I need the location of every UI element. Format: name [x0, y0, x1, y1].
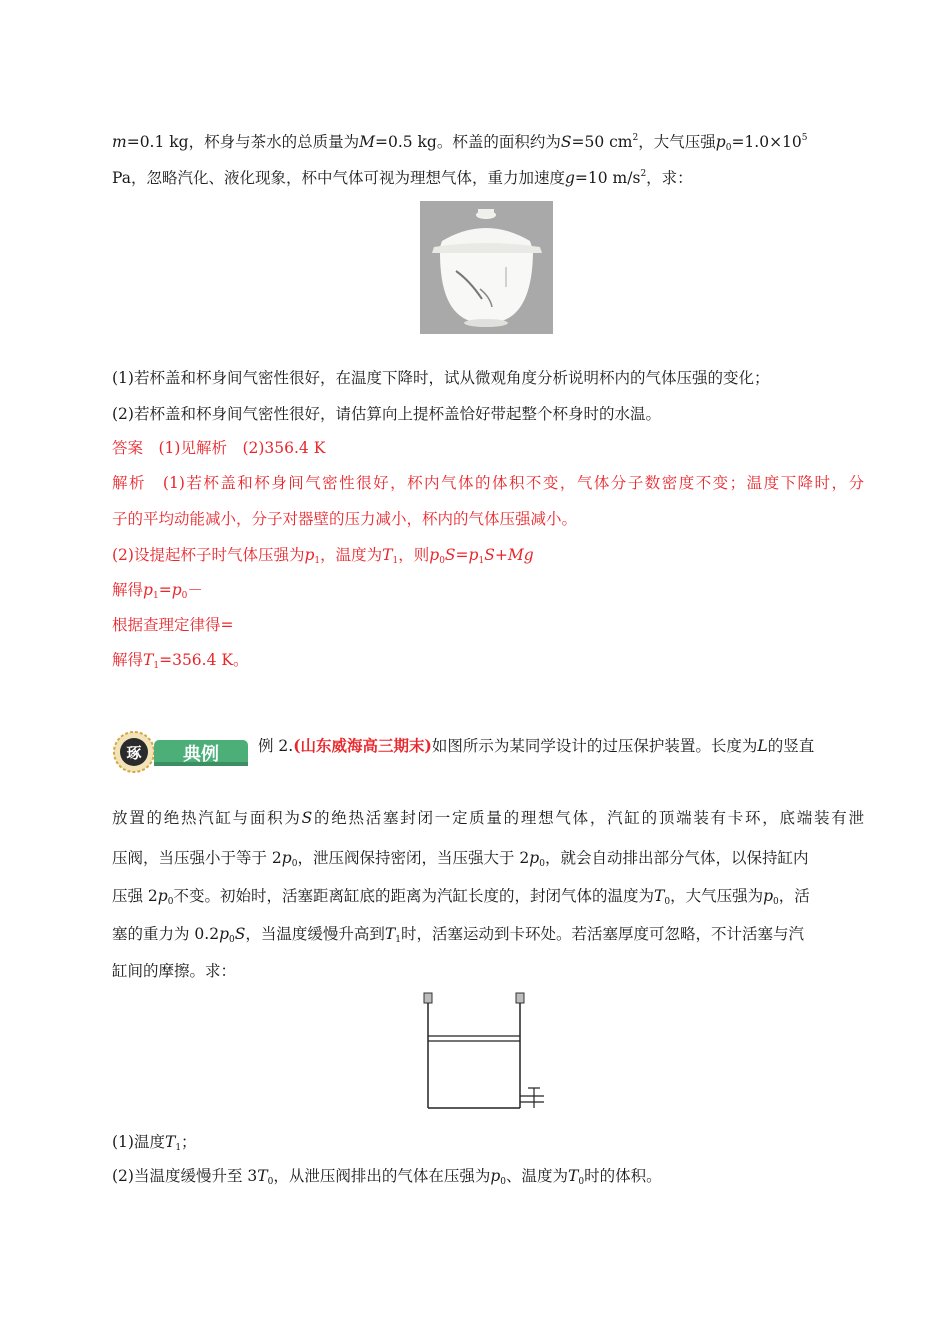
badge-label: 典例 — [183, 744, 219, 765]
example-line: 塞的重力为 $0.2p_0S$，当温度缓慢升高到$T_1$时，活塞运动到卡环处。若活塞厚度可忽略，不计活塞与汽 — [112, 925, 804, 945]
teacup-image — [420, 201, 553, 334]
badge-seal: 琢 — [126, 744, 142, 762]
analysis-equation: 解得$p_1=p_0-$ — [112, 581, 203, 601]
example-line: 压阀，当压强小于等于 $2p_0$，泄压阀保持密闭，当压强大于 $2p_0$，就会自动排出部分气体，以保持缸内 — [112, 849, 809, 869]
cylinder-diagram — [420, 990, 550, 1112]
example-line: 压强 $2p_0$不变。初始时，活塞距离缸底的距离为汽缸长度的，封闭气体的温度为$T_0$，大气压强为$p_0$，活 — [112, 887, 810, 907]
analysis-equation: (2)设提起杯子时气体压强为$p_1$，温度为$T_1$，则$p_0S=p_1S+Mg$ — [112, 546, 534, 566]
example-line: 缸间的摩擦。求： — [112, 962, 237, 980]
example-question-2: (2)当温度缓慢升至 $3T_0$，从泄压阀排出的气体在压强为$p_0$、温度为$T_0$时的体积。 — [112, 1167, 662, 1187]
question-1: (1)若杯盖和杯身间气密性很好，在温度下降时，试从微观角度分析说明杯内的气体压强的变化； — [112, 369, 770, 387]
question-2: (2)若杯盖和杯身间气密性很好，请估算向上提杯盖恰好带起整个杯身时的水温。 — [112, 405, 661, 423]
analysis-line: 解析 (1)若杯盖和杯身间气密性很好，杯内气体的体积不变，气体分子数密度不变；温度下降时，分 — [112, 474, 864, 492]
example-badge — [112, 730, 257, 774]
problem-text-line: m=0.1 kg，杯身与茶水的总质量为M=0.5 kg。杯盖的面积约为S=50 $cm^2$，大气压强$p_0=1.0\times 10^5$ — [112, 133, 808, 153]
example-line: 放置的绝热汽缸与面积为S的绝热活塞封闭一定质量的理想气体，汽缸的顶端装有卡环，底端装有泄 — [112, 809, 864, 827]
analysis-equation: 解得$T_1=356.4$ K。 — [112, 651, 249, 671]
example-question-1: (1)温度$T_1$； — [112, 1133, 197, 1153]
answer: 答案 (1)见解析 (2)356.4 K — [112, 439, 326, 457]
analysis-line: 子的平均动能减小，分子对器壁的压力减小，杯内的气体压强减小。 — [112, 510, 578, 528]
example-line: 例 2.(山东威海高三期末)如图所示为某同学设计的过压保护装置。长度为L的竖直 — [258, 736, 815, 755]
problem-text-line: Pa，忽略汽化、液化现象，杯中气体可视为理想气体，重力加速度g=10 $m/s^2$，求： — [112, 169, 693, 187]
analysis-equation: 根据查理定律得= — [112, 616, 234, 634]
